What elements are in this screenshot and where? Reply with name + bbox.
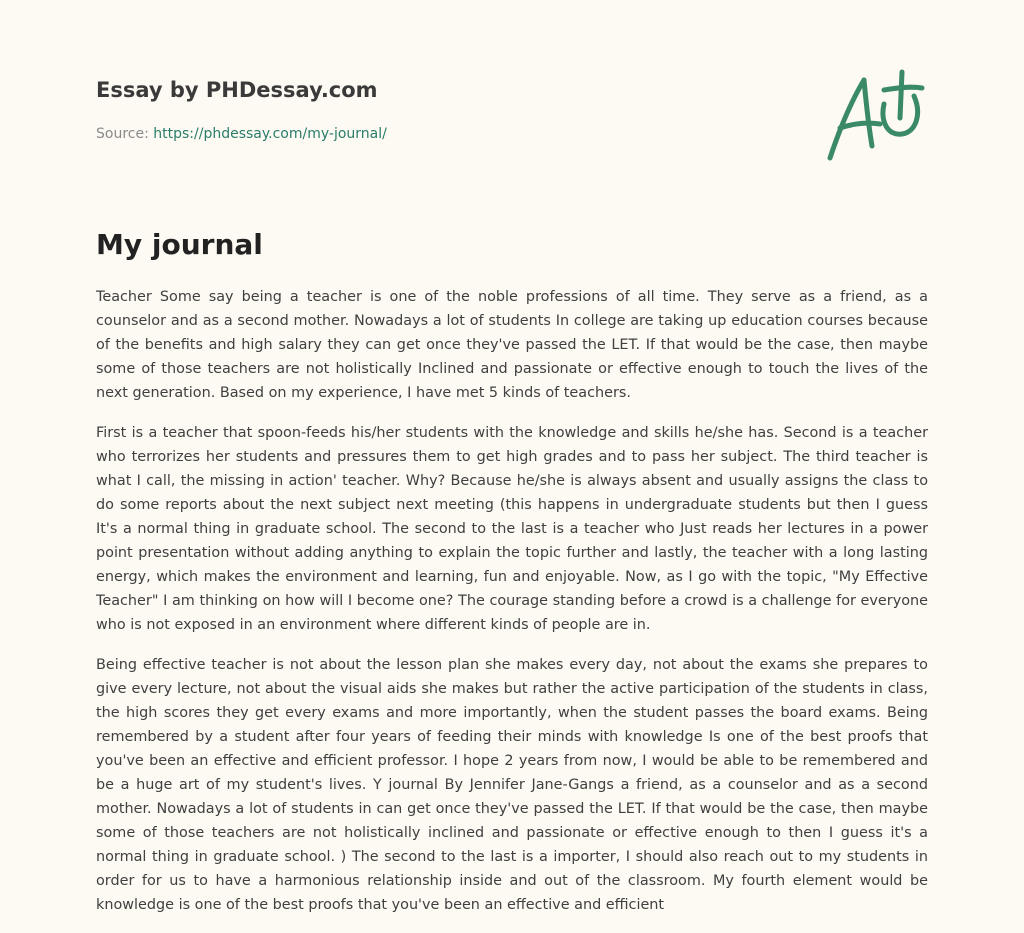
paragraph-1: Teacher Some say being a teacher is one of the noble professions of all time. They serve as a friend, as a counselor and as a second mother. Nowadays a lot of students In college are taking up education courses because of the benefits and high salary they can get once they've passed the LET. If that would be the case, then maybe some of those teachers are not holistically Inclined and passionate or effective enough to touch the lives of the next generation. Based on my experience, I have met 5 kinds of teachers. [96,289,928,401]
paragraph-3: Being effective teacher is not about the lesson plan she makes every day, not about the exams she prepares to give every lecture, not about the visual aids she makes but rather the active participation of the students in class, the high scores they get every exams and more importantly, when the student passes the board exams. Being remembered by a student after four years of feeding their minds with knowledge Is one of the best proofs that you've been an effective and efficient professor. I hope 2 years from now, I would be able to be remembered and be a huge art of my student's lives. Y journal By Jennifer Jane-Gangs a friend, as a counselor and as a second mother. Nowadays a lot of students in can get once they've passed the LET. If that would be the case, then maybe some of those teachers are not holistically inclined and passionate or effective enough to then I guess it's a normal thing in graduate school. ) The second to the last is a importer, I should also reach out to my students in order for us to have a harmonious relationship inside and out of the classroom. My fourth element would be knowledge is one of the best proofs that you've been an effective and efficient [96,657,928,913]
a-plus-logo-icon [822,66,928,166]
page-header [96,76,796,144]
paragraph-2: First is a teacher that spoon-feeds his/her students with the knowledge and skills he/she has. Second is a teacher who terrorizes her students and pressures them to get high grades and to pass her subject. The third teacher is what I call, the missing in action' teacher. Why? Because he/she is always absent and usually assigns the class to do some reports about the next subject next meeting (this happens in undergraduate students but then I guess It's a normal thing in graduate school. The second to the last is a teacher who Just reads her lectures in a power point presentation without adding anything to explain the topic further and lastly, the teacher with a long lasting energy, which makes the environment and learning, fun and enjoyable. Now, as I go with the topic, "My Effective Teacher" I am thinking on how will I become one? The courage standing before a crowd is a challenge for everyone who is not exposed in an environment where different kinds of people are in. [96,425,928,633]
page-title: My journal [96,228,263,261]
source-line [96,124,796,144]
article-body [96,285,928,933]
source-label: Source: [96,126,154,142]
source-link[interactable]: https://phdessay.com/my-journal/ [153,126,387,142]
site-brand: Essay by PHDessay.com [96,78,378,102]
